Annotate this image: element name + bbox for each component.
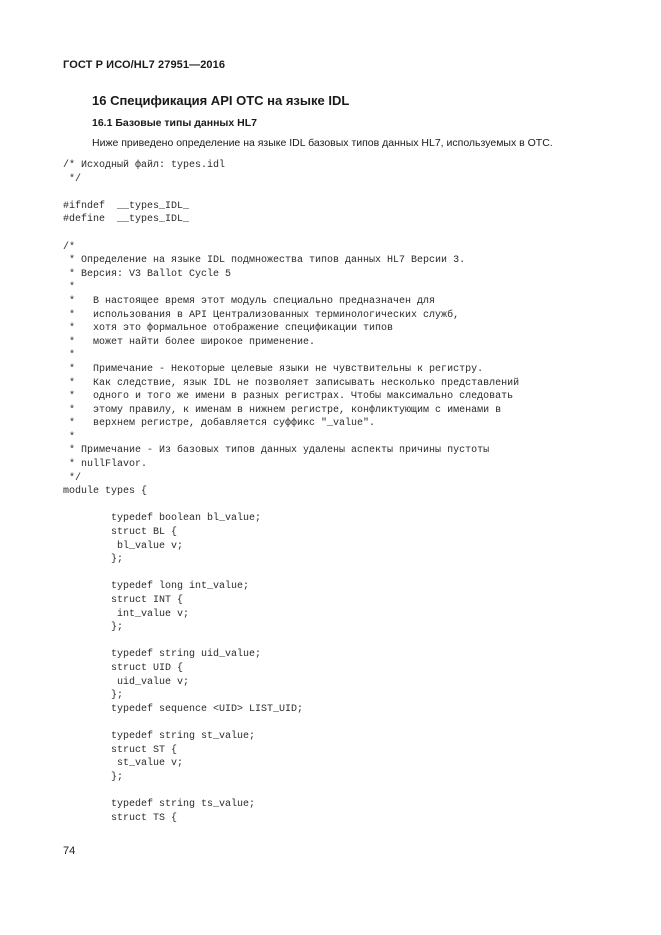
- code-line: * использования в API Централизованных терминологических служб,: [63, 309, 460, 321]
- code-line: [63, 716, 519, 730]
- code-line: * nullFlavor.: [63, 459, 148, 471]
- code-line: typedef sequence <UID> LIST_UID;: [63, 703, 304, 715]
- code-line: * одного и того же имени в разных регистрах. Чтобы максимально следовать: [63, 391, 514, 403]
- code-line: struct UID {: [63, 662, 184, 674]
- code-line: * может найти более широкое применение.: [63, 336, 316, 348]
- code-line: * этому правилу, к именам в нижнем регистре, конфликтующим с именами в: [63, 404, 502, 416]
- code-line: uid_value v;: [63, 676, 190, 688]
- code-line: typedef string ts_value;: [63, 798, 256, 810]
- code-line: * Примечание - Некоторые целевые языки не чувствительны к регистру.: [63, 363, 484, 375]
- code-line: int_value v;: [63, 608, 190, 620]
- code-line: };: [63, 554, 124, 566]
- code-line: */: [63, 472, 82, 484]
- code-line: */: [63, 173, 82, 185]
- code-line: struct BL {: [63, 527, 178, 539]
- idl-code-listing: [63, 159, 519, 825]
- code-line: st_value v;: [63, 758, 184, 770]
- code-line: /* Исходный файл: types.idl: [63, 160, 226, 171]
- code-line: *: [63, 282, 76, 294]
- code-line: typedef long int_value;: [63, 581, 250, 593]
- code-line: struct TS {: [63, 812, 178, 824]
- code-line: * хотя это формальное отображение спецификации типов: [63, 323, 394, 335]
- code-line: typedef string st_value;: [63, 730, 256, 742]
- code-line: * Определение на языке IDL подмножества типов данных HL7 Версии 3.: [63, 255, 466, 267]
- code-line: [63, 499, 519, 513]
- document-header: ГОСТ Р ИСО/HL7 27951—2016: [63, 59, 226, 71]
- intro-paragraph: Ниже приведено определение на языке IDL базовых типов данных HL7, используемых в ОТС.: [92, 137, 553, 149]
- code-line: };: [63, 690, 124, 702]
- code-line: bl_value v;: [63, 540, 184, 552]
- code-line: #define __types_IDL_: [63, 214, 190, 226]
- subsection-title: 16.1 Базовые типы данных HL7: [92, 117, 257, 129]
- code-line: [63, 784, 519, 798]
- code-line: #ifndef __types_IDL_: [63, 200, 190, 212]
- code-line: *: [63, 350, 76, 362]
- code-line: struct INT {: [63, 595, 184, 606]
- code-line: /*: [63, 241, 76, 253]
- code-line: [63, 227, 519, 241]
- code-line: [63, 567, 519, 581]
- section-title: 16 Спецификация API OTC на языке IDL: [92, 93, 350, 108]
- code-line: typedef boolean bl_value;: [63, 513, 262, 525]
- page-number: 74: [63, 845, 76, 857]
- code-line: module types {: [63, 486, 148, 498]
- code-line: * Примечание - Из базовых типов данных удалены аспекты причины пустоты: [63, 445, 490, 457]
- code-line: [63, 186, 519, 200]
- code-line: * верхнем регистре, добавляется суффикс "_value".: [63, 418, 376, 430]
- code-line: struct ST {: [63, 744, 178, 756]
- code-line: *: [63, 431, 76, 443]
- code-line: };: [63, 622, 124, 634]
- code-line: [63, 635, 519, 649]
- code-line: };: [63, 771, 124, 783]
- code-line: * В настоящее время этот модуль специально предназначен для: [63, 295, 436, 307]
- code-line: * Версия: V3 Ballot Cycle 5: [63, 268, 232, 280]
- code-line: * Как следствие, язык IDL не позволяет записывать несколько представлений: [63, 377, 520, 389]
- code-line: typedef string uid_value;: [63, 649, 262, 661]
